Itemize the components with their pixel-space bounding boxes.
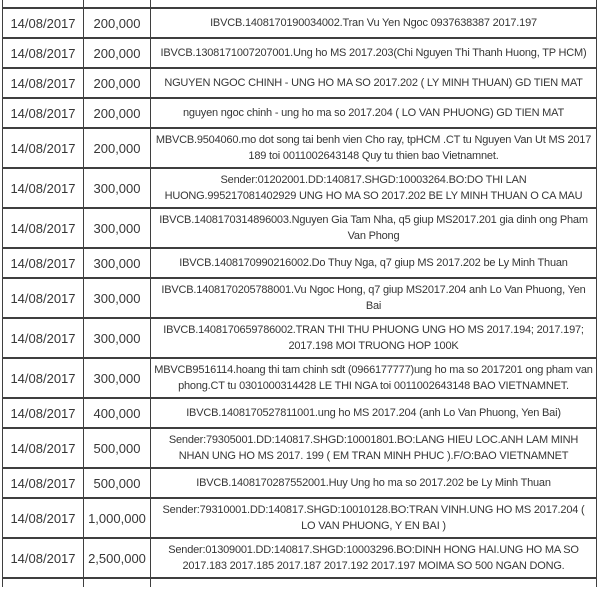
description-cell: IBVCB.1308171007207001.Ung ho MS 2017.203(Chi Nguyen Thi Thanh Huong, TP HCM) (151, 39, 597, 67)
description-cell: nguyen ngoc chinh - ung ho ma so 2017.204 ( LO VAN PHUONG) GD TIEN MAT (151, 99, 597, 127)
date-cell: 14/08/2017 (2, 499, 84, 537)
table-row (2, 169, 597, 209)
amount-cell (84, 579, 151, 587)
table-row (2, 129, 597, 169)
amount-cell: 300,000 (84, 249, 151, 277)
table-row (2, 399, 597, 429)
amount-cell: 200,000 (84, 69, 151, 97)
description-cell: IBVCB.1408170205788001.Vu Ngoc Hong, q7 giup MS2017.204 anh Lo Van Phuong, Yen Bai (151, 279, 597, 317)
description-cell (151, 579, 597, 587)
description-cell: IBVCB.1408170314896003.Nguyen Gia Tam Nha, q5 giup MS2017.201 gia dinh ong Pham Van Phong (151, 209, 597, 247)
amount-cell: 200,000 (84, 9, 151, 37)
transactions-table (2, 0, 597, 587)
date-cell: 14/08/2017 (2, 169, 84, 207)
date-cell (2, 0, 84, 7)
description-cell: Sender:01202001.DD:140817.SHGD:10003264.BO:DO THI LAN HUONG.995217081402929 UNG HO MA SO 2017.202 BE LY MINH THUAN O CA MAU (151, 169, 597, 207)
date-cell: 14/08/2017 (2, 129, 84, 167)
amount-cell: 300,000 (84, 319, 151, 357)
amount-cell: 300,000 (84, 209, 151, 247)
date-cell: 14/08/2017 (2, 429, 84, 467)
partial-row-bottom (2, 579, 597, 587)
table-body (2, 9, 597, 579)
amount-cell: 400,000 (84, 399, 151, 427)
amount-cell: 1,000,000 (84, 499, 151, 537)
amount-cell: 200,000 (84, 99, 151, 127)
table-row (2, 469, 597, 499)
table-row (2, 279, 597, 319)
date-cell: 14/08/2017 (2, 9, 84, 37)
table-row (2, 39, 597, 69)
date-cell: 14/08/2017 (2, 399, 84, 427)
description-cell: IBVCB.1408170287552001.Huy Ung ho ma so 2017.202 be Ly Minh Thuan (151, 469, 597, 497)
table-row (2, 9, 597, 39)
amount-cell: 2,500,000 (84, 539, 151, 577)
amount-cell: 300,000 (84, 169, 151, 207)
description-cell (151, 0, 597, 7)
table-row (2, 539, 597, 579)
amount-cell: 200,000 (84, 129, 151, 167)
table-row (2, 499, 597, 539)
table-row (2, 429, 597, 469)
date-cell: 14/08/2017 (2, 359, 84, 397)
description-cell: IBVCB.1408170659786002.TRAN THI THU PHUONG UNG HO MS 2017.194; 2017.197; 2017.198 MOI TRUONG HOP 100K (151, 319, 597, 357)
description-cell: IBVCB.1408170990216002.Do Thuy Nga, q7 giup MS 2017.202 be Ly Minh Thuan (151, 249, 597, 277)
amount-cell: 300,000 (84, 279, 151, 317)
description-cell: IBVCB.1408170190034002.Tran Vu Yen Ngoc 0937638387 2017.197 (151, 9, 597, 37)
amount-cell: 500,000 (84, 429, 151, 467)
date-cell: 14/08/2017 (2, 319, 84, 357)
table-row (2, 99, 597, 129)
amount-cell: 300,000 (84, 359, 151, 397)
amount-cell: 500,000 (84, 469, 151, 497)
description-cell: Sender:79305001.DD:140817.SHGD:10001801.BO:LANG HIEU LOC.ANH LAM MINH NHAN UNG HO MS 2017. 199 ( EM TRAN MINH PHUC ).F/O:BAO VIETNAMNET (151, 429, 597, 467)
description-cell: Sender:01309001.DD:140817.SHGD:10003296.BO:DINH HONG HAI.UNG HO MA SO 2017.183 2017.185 2017.187 2017.192 2017.197 MOIMA SO 500 NGAN DONG. (151, 539, 597, 577)
description-cell: MBVCB.9504060.mo dot song tai benh vien Cho ray, tpHCM .CT tu Nguyen Van Ut MS 2017 189 toi 0011002643148 Quy tu thien bao Vietnamnet. (151, 129, 597, 167)
table-row (2, 209, 597, 249)
table-row (2, 359, 597, 399)
date-cell (2, 579, 84, 587)
table-row (2, 69, 597, 99)
table-row (2, 249, 597, 279)
date-cell: 14/08/2017 (2, 279, 84, 317)
date-cell: 14/08/2017 (2, 539, 84, 577)
description-cell: MBVCB9516114.hoang thi tam chinh sdt (0966177777)ung ho ma so 2017201 ong pham van phong.CT tu 0301000314428 LE THI NGA toi 0011002643148 BAO VIETNAMNET. (151, 359, 597, 397)
description-cell: IBVCB.1408170527811001.ung ho MS 2017.204 (anh Lo Van Phuong, Yen Bai) (151, 399, 597, 427)
date-cell: 14/08/2017 (2, 249, 84, 277)
date-cell: 14/08/2017 (2, 99, 84, 127)
amount-cell: 200,000 (84, 39, 151, 67)
description-cell: NGUYEN NGOC CHINH - UNG HO MA SO 2017.202 ( LY MINH THUAN) GD TIEN MAT (151, 69, 597, 97)
description-cell: Sender:79310001.DD:140817.SHGD:10010128.BO:TRAN VINH.UNG HO MS 2017.204 ( LO VAN PHUONG, Y EN BAI ) (151, 499, 597, 537)
date-cell: 14/08/2017 (2, 209, 84, 247)
date-cell: 14/08/2017 (2, 39, 84, 67)
amount-cell (84, 0, 151, 7)
date-cell: 14/08/2017 (2, 69, 84, 97)
table-row (2, 319, 597, 359)
partial-row-top (2, 0, 597, 9)
date-cell: 14/08/2017 (2, 469, 84, 497)
